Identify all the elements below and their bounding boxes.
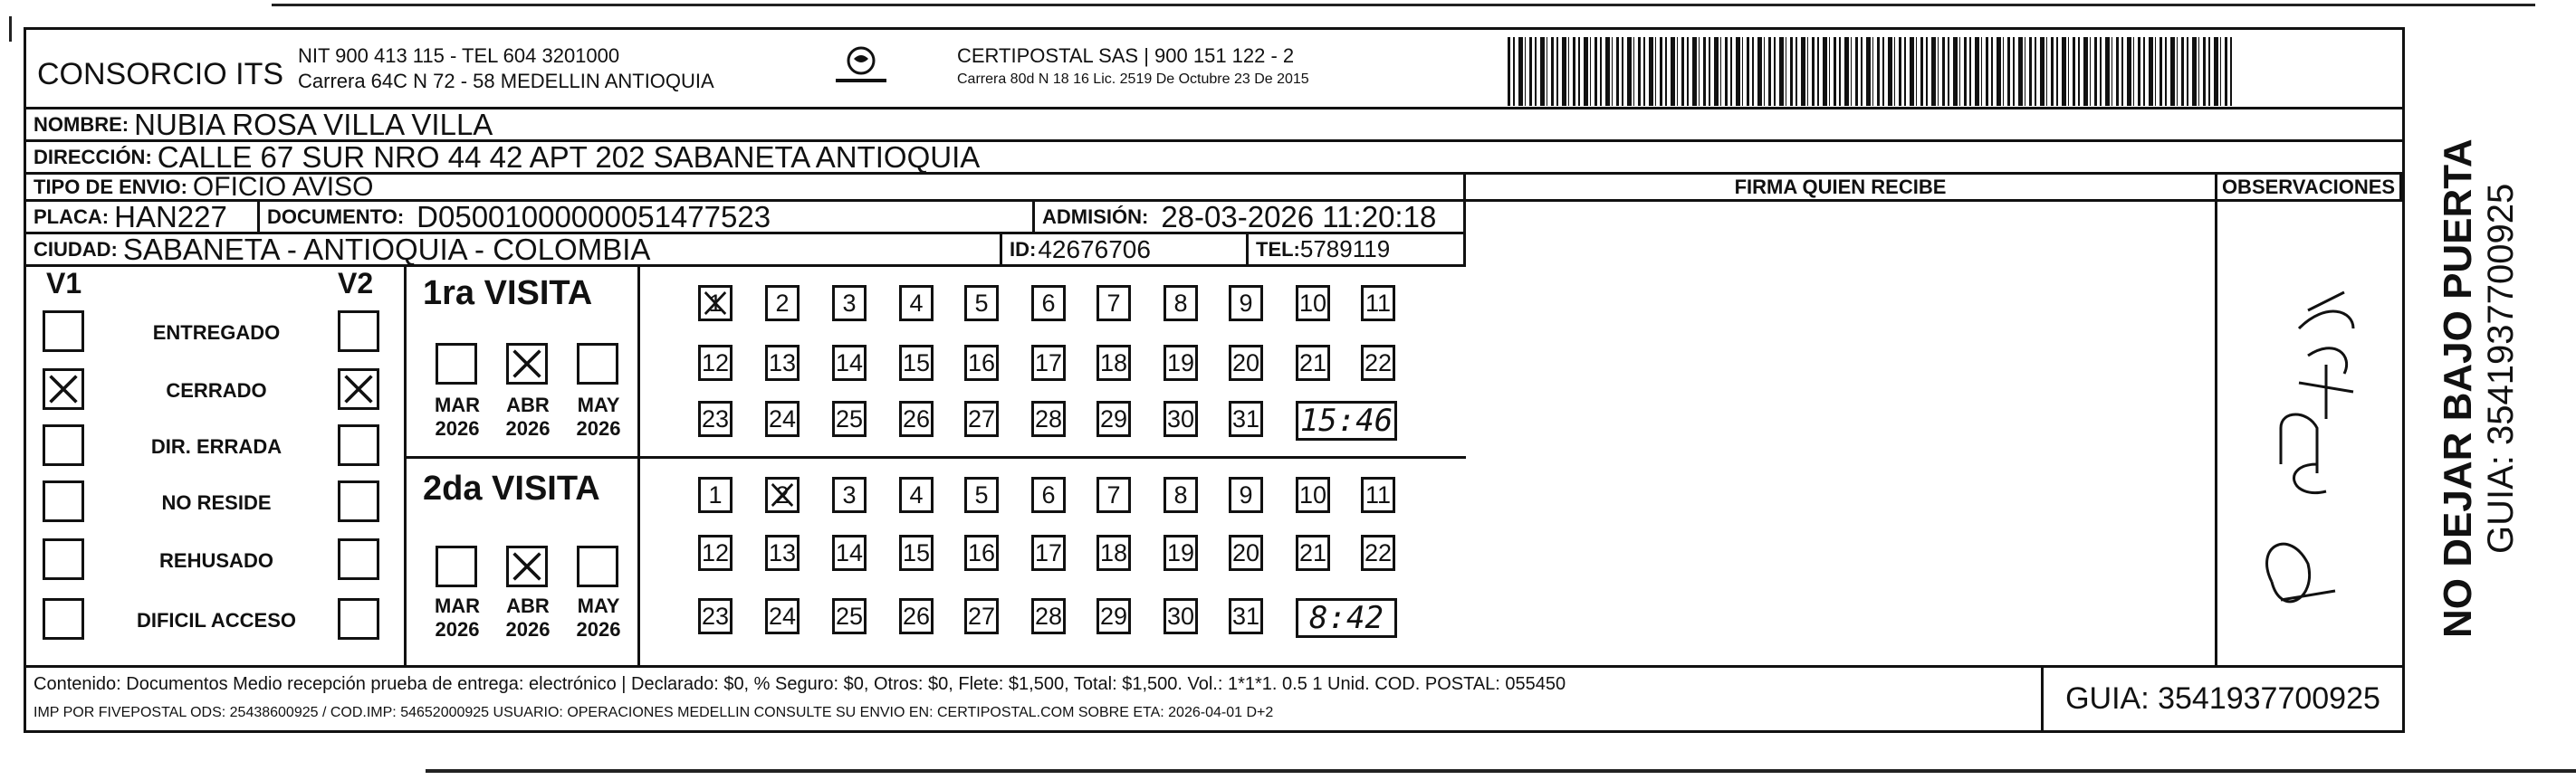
day-number: 6	[1041, 289, 1056, 317]
day-number: 3	[842, 289, 857, 317]
day-checkbox[interactable]	[964, 285, 999, 321]
tipo-row	[26, 175, 1466, 202]
day-checkbox[interactable]	[698, 535, 733, 571]
month-checkbox[interactable]	[436, 546, 477, 587]
day-checkbox[interactable]	[1164, 535, 1198, 571]
day-number: 26	[902, 602, 931, 630]
footer-contenido: Contenido: Documentos Medio recepción prueba de entrega: electrónico | Declarado: $0, % Seguro: $0, Otros: $0, Flete: $1,500, Total: $1,500. Vol.: 1*1*1. 0.5 1 Unid. COD. POSTAL: 055450	[34, 674, 1566, 694]
status-v1-checkbox[interactable]	[43, 480, 84, 522]
tipo-value: OFICIO AVISO	[192, 175, 374, 202]
day-checkbox[interactable]	[964, 345, 999, 381]
day-number: 2	[775, 289, 790, 317]
observaciones-area	[2217, 202, 2402, 665]
day-checkbox[interactable]	[1361, 535, 1395, 571]
day-number: 23	[701, 404, 730, 433]
footer-imp: IMP POR FIVEPOSTAL ODS: 25438600925 / COD.IMP: 54652000925 USUARIO: OPERACIONES MEDELLIN CONSULTE SU ENVIO EN: CERTIPOSTAL.COM SOBRE ETA: 2026-04-01 D+2	[34, 705, 1274, 720]
visit-2-section	[407, 459, 1466, 665]
day-checkbox[interactable]	[1229, 401, 1263, 437]
day-number: 22	[1364, 348, 1393, 376]
day-checkbox[interactable]	[1031, 535, 1066, 571]
day-number: 11	[1365, 480, 1392, 509]
nombre-row	[26, 109, 2402, 142]
status-v2-checkbox[interactable]	[338, 424, 379, 466]
month-year: 2026	[435, 417, 480, 440]
day-checkbox[interactable]	[1164, 401, 1198, 437]
day-checkbox[interactable]	[832, 535, 867, 571]
status-v2-checkbox[interactable]	[338, 368, 379, 410]
day-checkbox[interactable]	[899, 401, 934, 437]
day-checkbox[interactable]	[1096, 598, 1131, 634]
footer-guia: GUIA: 3541937700925	[2065, 681, 2380, 716]
day-number: 31	[1231, 404, 1260, 433]
day-number: 21	[1298, 348, 1327, 376]
day-number: 25	[835, 602, 864, 630]
day-number: 1	[708, 289, 723, 317]
day-number: 16	[967, 348, 996, 376]
month-label: MAR	[434, 394, 481, 416]
status-v1-checkbox[interactable]	[43, 424, 84, 466]
status-v2-checkbox[interactable]	[338, 538, 379, 580]
day-number: 4	[909, 480, 924, 509]
month-label: ABR	[506, 595, 550, 617]
side-guia: GUIA: 3541937700925	[2481, 183, 2521, 554]
day-checkbox[interactable]	[832, 401, 867, 437]
day-number: 5	[974, 289, 989, 317]
day-number: 11	[1365, 289, 1392, 317]
side-no-dejar: NO DEJAR BAJO PUERTA	[2436, 138, 2480, 638]
month-label: MAR	[434, 595, 481, 617]
guide-form	[24, 27, 2405, 733]
day-number: 1	[708, 480, 723, 509]
month-x-mark-icon	[511, 347, 543, 380]
day-number: 26	[902, 404, 931, 433]
tel-cell	[1249, 234, 1466, 267]
day-checkbox[interactable]	[832, 598, 867, 634]
day-checkbox[interactable]	[1164, 477, 1198, 513]
day-number: 8	[1173, 289, 1188, 317]
nombre-label: NOMBRE:	[34, 112, 129, 136]
day-checkbox[interactable]	[1296, 285, 1330, 321]
visit-2-title: 2da VISITA	[423, 470, 600, 508]
documento-label: DOCUMENTO:	[267, 205, 405, 228]
day-number: 7	[1106, 289, 1121, 317]
day-checkbox[interactable]	[1096, 401, 1131, 437]
day-number: 18	[1099, 538, 1128, 566]
day-checkbox[interactable]	[1229, 285, 1263, 321]
placa-label: PLACA:	[34, 205, 110, 228]
firma-header: FIRMA QUIEN RECIBE	[1466, 175, 2217, 202]
day-checkbox[interactable]	[832, 285, 867, 321]
day-checkbox[interactable]	[1096, 477, 1131, 513]
day-checkbox[interactable]	[899, 598, 934, 634]
day-number: 29	[1099, 602, 1128, 630]
day-number: 5	[974, 480, 989, 509]
visit-time: 8:42	[1309, 600, 1384, 636]
day-checkbox[interactable]	[899, 285, 934, 321]
month-checkbox[interactable]	[577, 343, 618, 385]
day-number: 4	[909, 289, 924, 317]
day-number: 30	[1166, 602, 1195, 630]
day-number: 29	[1099, 404, 1128, 433]
left-edge-mark	[9, 16, 12, 42]
day-checkbox[interactable]	[765, 345, 800, 381]
day-x-mark-icon	[703, 290, 728, 317]
day-checkbox[interactable]	[1096, 285, 1131, 321]
day-checkbox[interactable]	[698, 401, 733, 437]
month-checkbox[interactable]	[506, 343, 548, 385]
visit-time-box	[1296, 401, 1397, 441]
day-checkbox[interactable]	[1229, 535, 1263, 571]
direccion-label: DIRECCIÓN:	[34, 145, 152, 168]
day-number: 12	[701, 538, 730, 566]
tel-label: TEL:	[1256, 237, 1300, 261]
footer-guia-box	[2041, 668, 2402, 730]
status-label: DIR. ERRADA	[150, 435, 282, 458]
day-checkbox[interactable]	[1296, 535, 1330, 571]
day-checkbox[interactable]	[1096, 535, 1131, 571]
day-number: 3	[842, 480, 857, 509]
status-label: DIFICIL ACCESO	[136, 609, 296, 632]
v2-label: V2	[338, 267, 374, 300]
status-v2-checkbox[interactable]	[338, 598, 379, 640]
day-number: 30	[1166, 404, 1195, 433]
day-number: 6	[1041, 480, 1056, 509]
direccion-value: CALLE 67 SUR NRO 44 42 APT 202 SABANETA ANTIOQUIA	[157, 142, 981, 174]
barcode	[1508, 37, 2232, 106]
status-v1-checkbox[interactable]	[43, 368, 84, 410]
day-number: 27	[967, 404, 996, 433]
month-label: MAY	[577, 595, 620, 617]
visit-time-box	[1296, 598, 1397, 638]
admision-label: ADMISIÓN:	[1042, 205, 1149, 228]
day-checkbox[interactable]	[1031, 477, 1066, 513]
day-number: 22	[1364, 538, 1393, 566]
visit-1-title: 1ra VISITA	[423, 274, 593, 312]
month-label: ABR	[506, 394, 550, 416]
day-number: 7	[1106, 480, 1121, 509]
day-number: 17	[1034, 348, 1063, 376]
day-number: 24	[768, 602, 797, 630]
month-year: 2026	[576, 417, 621, 440]
tel-value: 5789119	[1299, 235, 1391, 262]
day-checkbox[interactable]	[832, 477, 867, 513]
day-checkbox[interactable]	[765, 535, 800, 571]
day-checkbox[interactable]	[1229, 345, 1263, 381]
status-v1-checkbox[interactable]	[43, 310, 84, 352]
day-number: 12	[701, 348, 730, 376]
day-checkbox[interactable]	[765, 285, 800, 321]
day-number: 14	[835, 348, 864, 376]
day-number: 17	[1034, 538, 1063, 566]
day-number: 9	[1239, 480, 1253, 509]
top-rule	[272, 4, 2535, 6]
day-x-mark-icon	[770, 481, 795, 509]
day-checkbox[interactable]	[1031, 401, 1066, 437]
id-label: ID:	[1010, 237, 1037, 261]
status-v1-checkbox[interactable]	[43, 538, 84, 580]
day-number: 10	[1298, 480, 1327, 509]
visit-time: 15:46	[1299, 403, 1393, 439]
day-checkbox[interactable]	[1361, 345, 1395, 381]
admision-cell	[1035, 202, 1466, 234]
status-v1-checkbox[interactable]	[43, 598, 84, 640]
month-year: 2026	[576, 618, 621, 641]
day-checkbox[interactable]	[1229, 598, 1263, 634]
day-number: 14	[835, 538, 864, 566]
day-checkbox[interactable]	[1096, 345, 1131, 381]
day-checkbox[interactable]	[765, 401, 800, 437]
day-checkbox[interactable]	[765, 598, 800, 634]
placa-cell	[26, 202, 260, 234]
month-checkbox[interactable]	[436, 343, 477, 385]
day-checkbox[interactable]	[698, 345, 733, 381]
day-number: 20	[1231, 538, 1260, 566]
id-cell	[1002, 234, 1249, 267]
day-checkbox[interactable]	[698, 285, 733, 321]
status-label: REHUSADO	[159, 549, 273, 572]
day-checkbox[interactable]	[1031, 345, 1066, 381]
v1-x-mark-icon	[47, 373, 80, 405]
tipo-label: TIPO DE ENVIO:	[34, 175, 187, 198]
day-number: 27	[967, 602, 996, 630]
month-x-mark-icon	[511, 550, 543, 583]
day-number: 10	[1298, 289, 1327, 317]
nit-line: NIT 900 413 115 - TEL 604 3201000	[298, 44, 620, 67]
day-checkbox[interactable]	[964, 401, 999, 437]
day-checkbox[interactable]	[765, 477, 800, 513]
month-year: 2026	[505, 618, 551, 641]
certipostal-logo	[832, 43, 890, 93]
day-number: 25	[835, 404, 864, 433]
signature-scribble	[2217, 202, 2402, 665]
certipostal-logo-icon	[832, 43, 890, 93]
status-label: CERRADO	[166, 379, 267, 402]
day-number: 15	[902, 538, 931, 566]
day-checkbox[interactable]	[1296, 345, 1330, 381]
observaciones-header: OBSERVACIONES	[2217, 175, 2402, 202]
nombre-value: NUBIA ROSA VILLA VILLA	[134, 109, 493, 141]
day-checkbox[interactable]	[1164, 345, 1198, 381]
bottom-rule	[426, 769, 2576, 773]
day-number: 20	[1231, 348, 1260, 376]
day-number: 9	[1239, 289, 1253, 317]
day-checkbox[interactable]	[899, 535, 934, 571]
certipostal-address: Carrera 80d N 18 16 Lic. 2519 De Octubre 23 De 2015	[957, 71, 1309, 87]
day-checkbox[interactable]	[964, 477, 999, 513]
day-number: 28	[1034, 404, 1063, 433]
day-checkbox[interactable]	[1361, 477, 1395, 513]
v2-x-mark-icon	[342, 373, 375, 405]
id-value: 42676706	[1038, 234, 1151, 263]
day-checkbox[interactable]	[964, 598, 999, 634]
day-number: 8	[1173, 480, 1188, 509]
day-checkbox[interactable]	[1229, 477, 1263, 513]
month-year: 2026	[435, 618, 480, 641]
day-number: 18	[1099, 348, 1128, 376]
day-number: 16	[967, 538, 996, 566]
day-number: 28	[1034, 602, 1063, 630]
direccion-row	[26, 142, 2402, 175]
address-line: Carrera 64C N 72 - 58 MEDELLIN ANTIOQUIA	[298, 70, 714, 92]
documento-value: D05001000000051477523	[417, 202, 771, 233]
month-year: 2026	[505, 417, 551, 440]
certipostal-line: CERTIPOSTAL SAS | 900 151 122 - 2	[957, 44, 1295, 67]
visit-1-section	[407, 267, 1466, 459]
day-checkbox[interactable]	[899, 345, 934, 381]
status-label: ENTREGADO	[152, 321, 281, 344]
day-checkbox[interactable]	[1164, 285, 1198, 321]
day-checkbox[interactable]	[899, 477, 934, 513]
day-number: 23	[701, 602, 730, 630]
firma-area	[1466, 202, 2217, 665]
status-v2-checkbox[interactable]	[338, 310, 379, 352]
day-checkbox[interactable]	[832, 345, 867, 381]
ciudad-cell	[26, 234, 1002, 267]
company-name: CONSORCIO ITS	[37, 57, 284, 91]
day-number: 15	[902, 348, 931, 376]
day-number: 19	[1166, 348, 1195, 376]
day-checkbox[interactable]	[698, 598, 733, 634]
day-number: 19	[1166, 538, 1195, 566]
day-checkbox[interactable]	[1031, 598, 1066, 634]
day-number: 13	[768, 538, 797, 566]
day-checkbox[interactable]	[1031, 285, 1066, 321]
ciudad-value: SABANETA - ANTIOQUIA - COLOMBIA	[122, 234, 651, 266]
status-section	[26, 267, 407, 665]
day-number: 21	[1298, 538, 1327, 566]
month-checkbox[interactable]	[577, 546, 618, 587]
day-number: 31	[1231, 602, 1260, 630]
day-checkbox[interactable]	[1164, 598, 1198, 634]
placa-value: HAN227	[114, 202, 227, 233]
month-label: MAY	[577, 394, 620, 416]
status-label: NO RESIDE	[161, 491, 272, 514]
day-checkbox[interactable]	[1296, 477, 1330, 513]
month-checkbox[interactable]	[506, 546, 548, 587]
day-checkbox[interactable]	[1361, 285, 1395, 321]
day-checkbox[interactable]	[964, 535, 999, 571]
documento-cell	[260, 202, 1035, 234]
day-number: 13	[768, 348, 797, 376]
day-number: 2	[775, 480, 790, 509]
v1-label: V1	[46, 267, 82, 300]
status-v2-checkbox[interactable]	[338, 480, 379, 522]
admision-value: 28-03-2026 11:20:18	[1161, 202, 1437, 233]
day-number: 24	[768, 404, 797, 433]
ciudad-label: CIUDAD:	[34, 237, 118, 261]
day-checkbox[interactable]	[698, 477, 733, 513]
